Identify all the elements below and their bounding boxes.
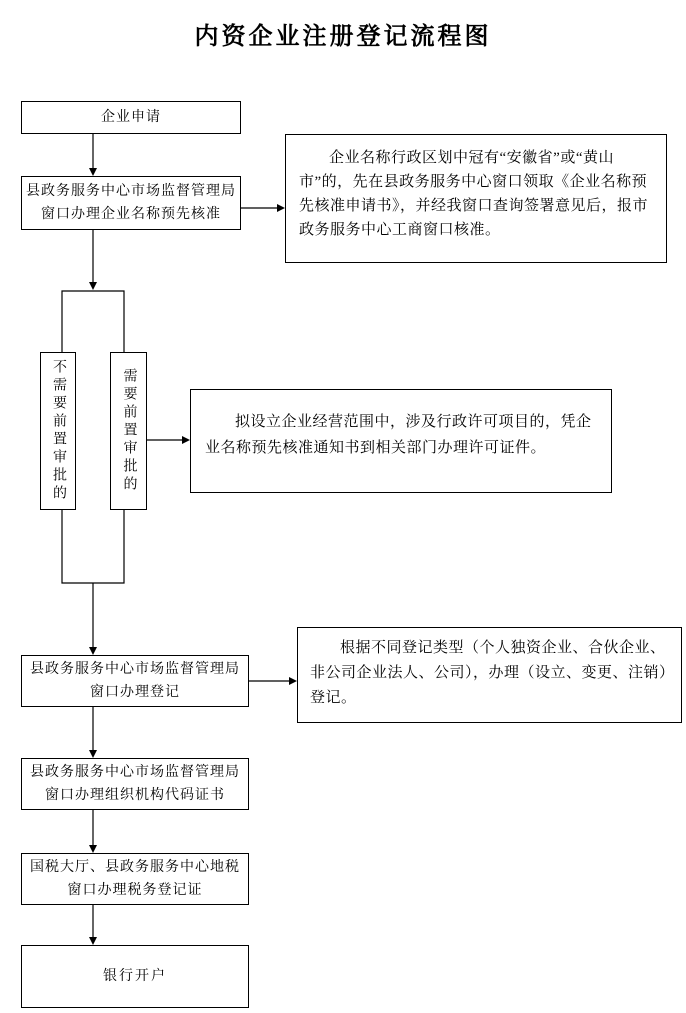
branch-merge-lines — [62, 510, 124, 583]
arrowhead-right-1 — [277, 204, 285, 212]
note-registration-types-text: 根据不同登记类型（个人独资企业、合伙企业、非公司企业法人、公司），办理（设立、变更、注销）登记。 — [310, 640, 668, 706]
arrowhead-down-4 — [89, 750, 97, 758]
node-registration — [21, 655, 249, 707]
node-registration-line1: 县政务服务中心市场监督管理局 — [30, 662, 240, 677]
node-name-preapproval — [21, 176, 241, 230]
node-name-preapproval-line2: 窗口办理企业名称预先核准 — [41, 207, 221, 222]
arrowhead-right-2 — [182, 436, 190, 444]
node-no-preapproval-needed-label: 不需要前置审批的 — [51, 359, 66, 503]
node-name-preapproval-line1: 县政务服务中心市场监督管理局 — [26, 184, 236, 199]
arrowhead-right-3 — [289, 677, 297, 685]
node-tax-registration — [21, 853, 249, 905]
arrowhead-down-6 — [89, 937, 97, 945]
node-bank-account — [21, 945, 249, 1008]
node-preapproval-needed — [110, 352, 147, 510]
node-no-preapproval-needed — [40, 352, 76, 510]
node-enterprise-application — [21, 101, 241, 134]
arrowhead-down-2 — [89, 282, 97, 290]
node-org-code-cert — [21, 758, 249, 810]
arrowhead-down-5 — [89, 845, 97, 853]
node-registration-line2: 窗口办理登记 — [90, 685, 180, 700]
note-name-approval — [285, 134, 667, 263]
note-registration-types — [297, 627, 682, 723]
page-title: 内资企业注册登记流程图 — [194, 24, 492, 50]
node-org-code-cert-line1: 县政务服务中心市场监督管理局 — [30, 765, 240, 780]
node-org-code-cert-line2: 窗口办理组织机构代码证书 — [45, 788, 225, 803]
note-license-text: 拟设立企业经营范围中，涉及行政许可项目的，凭企业名称预先核准通知书到相关部门办理许可证件。 — [205, 414, 592, 456]
node-enterprise-application-label: 企业申请 — [101, 110, 161, 125]
arrowhead-down-1 — [89, 168, 97, 176]
branch-split-lines — [62, 291, 124, 352]
node-tax-registration-line1: 国税大厅、县政务服务中心地税 — [30, 860, 240, 875]
node-tax-registration-line2: 窗口办理税务登记证 — [67, 883, 203, 898]
node-preapproval-needed-label: 需要前置审批的 — [121, 368, 137, 494]
node-bank-account-label: 银行开户 — [103, 969, 167, 984]
note-license — [190, 389, 612, 493]
note-name-approval-text: 企业名称行政区划中冠有“安徽省”或“黄山市”的，先在县政务服务中心窗口领取《企业名称预先核准申请书》，并经我窗口查询签署意见后，报市政务服务中心工商窗口核准。 — [299, 150, 649, 238]
arrowhead-down-3 — [89, 647, 97, 655]
